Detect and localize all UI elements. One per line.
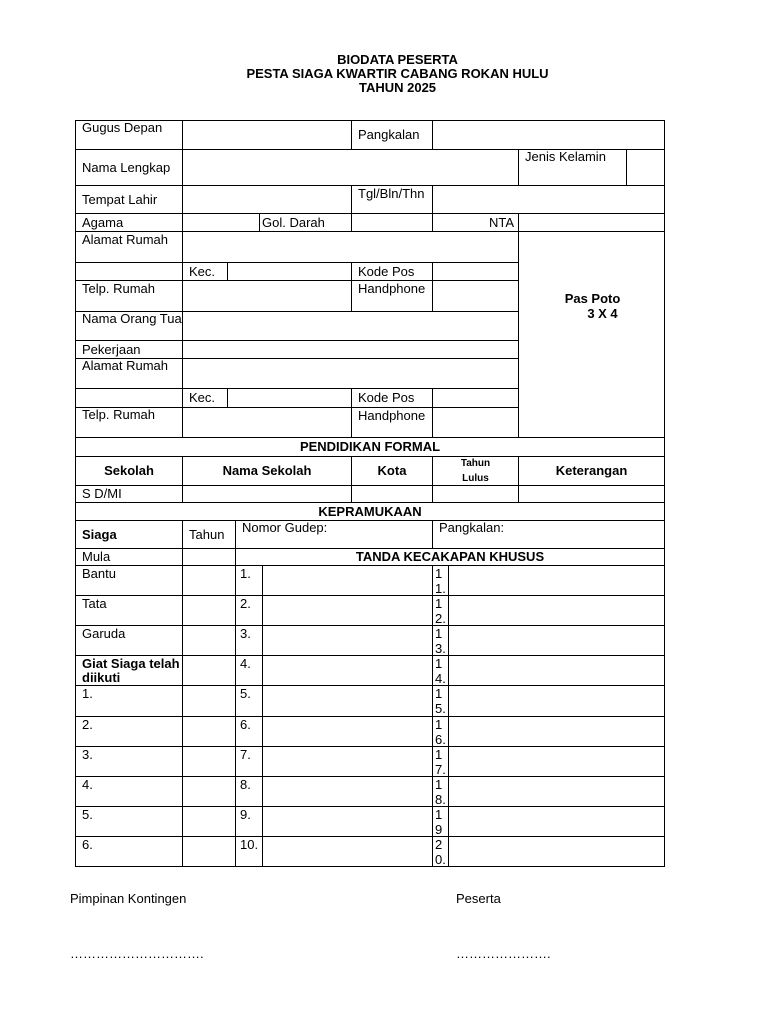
- label-nama-lengkap: Nama Lengkap: [75, 149, 183, 186]
- input-gugus-depan[interactable]: [182, 120, 352, 150]
- header-nama-sekolah: Nama Sekolah: [182, 456, 352, 486]
- label-giat-number: 6.: [75, 836, 183, 867]
- label-pekerjaan: Pekerjaan: [75, 340, 183, 359]
- input-tkk-right[interactable]: [448, 776, 665, 807]
- input-tahun-level[interactable]: [182, 565, 236, 596]
- input-tahun-mula[interactable]: [182, 548, 236, 566]
- tkk-number-right: 20.: [432, 836, 449, 867]
- input-giat-tahun[interactable]: [182, 746, 236, 777]
- input-giat-tahun[interactable]: [182, 655, 236, 686]
- tkk-number-left: 2.: [235, 595, 263, 626]
- section-pendidikan-formal: PENDIDIKAN FORMAL: [75, 437, 665, 457]
- label-giat-number: 1.: [75, 685, 183, 717]
- tkk-number-left: 9.: [235, 806, 263, 837]
- label-tgl-lahir: Tgl/Bln/Thn: [351, 185, 433, 214]
- input-tkk-left[interactable]: [262, 716, 433, 747]
- label-giat-number: 3.: [75, 746, 183, 777]
- tkk-number-right: 19: [432, 806, 449, 837]
- input-tkk-right[interactable]: [448, 746, 665, 777]
- photo-size: 3 X 4: [587, 306, 618, 321]
- input-tkk-right[interactable]: [448, 716, 665, 747]
- input-giat-tahun[interactable]: [182, 716, 236, 747]
- input-tahun-level[interactable]: [182, 625, 236, 656]
- tkk-number-right: 18.: [432, 776, 449, 807]
- tkk-number-left: 6.: [235, 716, 263, 747]
- label-pangkalan-gudep: Pangkalan:: [432, 520, 665, 549]
- header-kota: Kota: [351, 456, 433, 486]
- label-gol-darah: Gol. Darah: [259, 213, 352, 232]
- label-nta: NTA: [432, 213, 519, 232]
- input-pekerjaan[interactable]: [182, 340, 519, 359]
- label-giat-number: 4.: [75, 776, 183, 807]
- label-giat-number: 5.: [75, 806, 183, 837]
- tkk-number-left: 10.: [235, 836, 263, 867]
- input-telp-rumah[interactable]: [182, 280, 352, 312]
- blank-kec-ortu-left: [75, 388, 183, 408]
- signature-right-label: Peserta: [456, 891, 501, 906]
- input-tahun-level[interactable]: [182, 595, 236, 626]
- input-nama-orang-tua[interactable]: [182, 311, 519, 341]
- input-kec-ortu[interactable]: [227, 388, 352, 408]
- input-agama[interactable]: [182, 213, 260, 232]
- label-nama-orang-tua: Nama Orang Tua: [75, 311, 183, 341]
- tkk-number-left: 7.: [235, 746, 263, 777]
- title-line-2: PESTA SIAGA KWARTIR CABANG ROKAN HULU: [246, 66, 549, 81]
- tkk-number-left: 5.: [235, 685, 263, 717]
- label-pangkalan: Pangkalan: [351, 120, 433, 150]
- input-tkk-right[interactable]: [448, 836, 665, 867]
- input-tkk-left[interactable]: [262, 806, 433, 837]
- input-jenis-kelamin[interactable]: [626, 149, 665, 186]
- input-tkk-right[interactable]: [448, 565, 665, 596]
- label-kec: Kec.: [182, 262, 228, 281]
- header-keterangan: Keterangan: [518, 456, 665, 486]
- tkk-number-right: 17.: [432, 746, 449, 777]
- input-handphone[interactable]: [432, 280, 519, 312]
- signature-left-label: Pimpinan Kontingen: [70, 891, 187, 906]
- input-tkk-left[interactable]: [262, 625, 433, 656]
- input-tkk-right[interactable]: [448, 655, 665, 686]
- header-tahun-lulus: Tahun Lulus: [432, 456, 519, 486]
- label-nomor-gudep: Nomor Gudep:: [235, 520, 433, 549]
- label-alamat-rumah: Alamat Rumah: [75, 231, 183, 263]
- input-tempat-lahir[interactable]: [182, 185, 352, 214]
- label-giat-number: 2.: [75, 716, 183, 747]
- tkk-number-right: 14.: [432, 655, 449, 686]
- input-giat-tahun[interactable]: [182, 685, 236, 717]
- input-giat-tahun[interactable]: [182, 806, 236, 837]
- input-tkk-left[interactable]: [262, 746, 433, 777]
- input-tkk-left[interactable]: [262, 595, 433, 626]
- header-sekolah: Sekolah: [75, 456, 183, 486]
- input-nama-sekolah[interactable]: [182, 485, 352, 503]
- label-sd-mi: S D/MI: [75, 485, 183, 503]
- label-kec-ortu: Kec.: [182, 388, 228, 408]
- label-level-bantu: Bantu: [75, 565, 183, 596]
- header-tahun: Tahun: [182, 520, 236, 549]
- tkk-number-left: 3.: [235, 625, 263, 656]
- input-tahun-lulus[interactable]: [432, 485, 519, 503]
- title-line-1: BIODATA PESERTA: [337, 52, 458, 67]
- input-alamat-rumah-ortu[interactable]: [182, 358, 519, 389]
- input-tgl-lahir[interactable]: [432, 185, 665, 214]
- blank-kec-left: [75, 262, 183, 281]
- signature-right-line: ………………….: [456, 946, 551, 961]
- tkk-number-right: 15.: [432, 685, 449, 717]
- input-alamat-rumah[interactable]: [182, 231, 519, 263]
- title-line-3: TAHUN 2025: [358, 80, 437, 95]
- label-alamat-rumah-ortu: Alamat Rumah: [75, 358, 183, 389]
- photo-box[interactable]: [518, 231, 665, 438]
- input-giat-tahun[interactable]: [182, 776, 236, 807]
- input-pangkalan[interactable]: [432, 120, 665, 150]
- label-level-tata: Tata: [75, 595, 183, 626]
- input-giat-tahun[interactable]: [182, 836, 236, 867]
- input-telp-rumah-ortu[interactable]: [182, 407, 352, 438]
- tkk-number-left: 1.: [235, 565, 263, 596]
- input-gol-darah[interactable]: [351, 213, 433, 232]
- input-tkk-left[interactable]: [262, 776, 433, 807]
- input-tkk-right[interactable]: [448, 625, 665, 656]
- tkk-number-left: 4.: [235, 655, 263, 686]
- header-tkk: TANDA KECAKAPAN KHUSUS: [235, 548, 665, 566]
- label-agama: Agama: [75, 213, 183, 232]
- input-kec[interactable]: [227, 262, 352, 281]
- input-tkk-right[interactable]: [448, 806, 665, 837]
- input-nta[interactable]: [518, 213, 665, 232]
- input-tkk-left[interactable]: [262, 836, 433, 867]
- section-kepramukaan: KEPRAMUKAAN: [75, 502, 665, 521]
- label-telp-rumah: Telp. Rumah: [75, 280, 183, 312]
- tkk-number-left: 8.: [235, 776, 263, 807]
- label-handphone-ortu: Handphone: [351, 407, 433, 438]
- tkk-number-right: 11.: [432, 565, 449, 596]
- header-siaga: Siaga: [75, 520, 183, 549]
- photo-label: Pas Poto: [564, 291, 621, 306]
- input-tkk-right[interactable]: [448, 595, 665, 626]
- label-kode-pos-ortu: Kode Pos: [351, 388, 433, 408]
- input-tkk-left[interactable]: [262, 685, 433, 717]
- label-kode-pos: Kode Pos: [351, 262, 433, 281]
- input-handphone-ortu[interactable]: [432, 407, 519, 438]
- label-gugus-depan: Gugus Depan: [75, 120, 183, 150]
- label-telp-rumah-ortu: Telp. Rumah: [75, 407, 183, 438]
- label-tempat-lahir: Tempat Lahir: [75, 185, 183, 214]
- label-level-mula: Mula: [75, 548, 183, 566]
- input-keterangan[interactable]: [518, 485, 665, 503]
- input-kota[interactable]: [351, 485, 433, 503]
- input-tkk-right[interactable]: [448, 685, 665, 717]
- tkk-number-right: 16.: [432, 716, 449, 747]
- label-level-garuda: Garuda: [75, 625, 183, 656]
- input-kode-pos-ortu[interactable]: [432, 388, 519, 408]
- input-tkk-left[interactable]: [262, 565, 433, 596]
- label-jenis-kelamin: Jenis Kelamin: [518, 149, 627, 186]
- tkk-number-right: 13.: [432, 625, 449, 656]
- label-handphone: Handphone: [351, 280, 433, 312]
- label-giat-siaga: Giat Siaga telah diikuti: [75, 655, 183, 686]
- input-kode-pos[interactable]: [432, 262, 519, 281]
- signature-left-line: ………………………….: [70, 946, 204, 961]
- input-tkk-left[interactable]: [262, 655, 433, 686]
- tkk-number-right: 12.: [432, 595, 449, 626]
- input-nama-lengkap[interactable]: [182, 149, 519, 186]
